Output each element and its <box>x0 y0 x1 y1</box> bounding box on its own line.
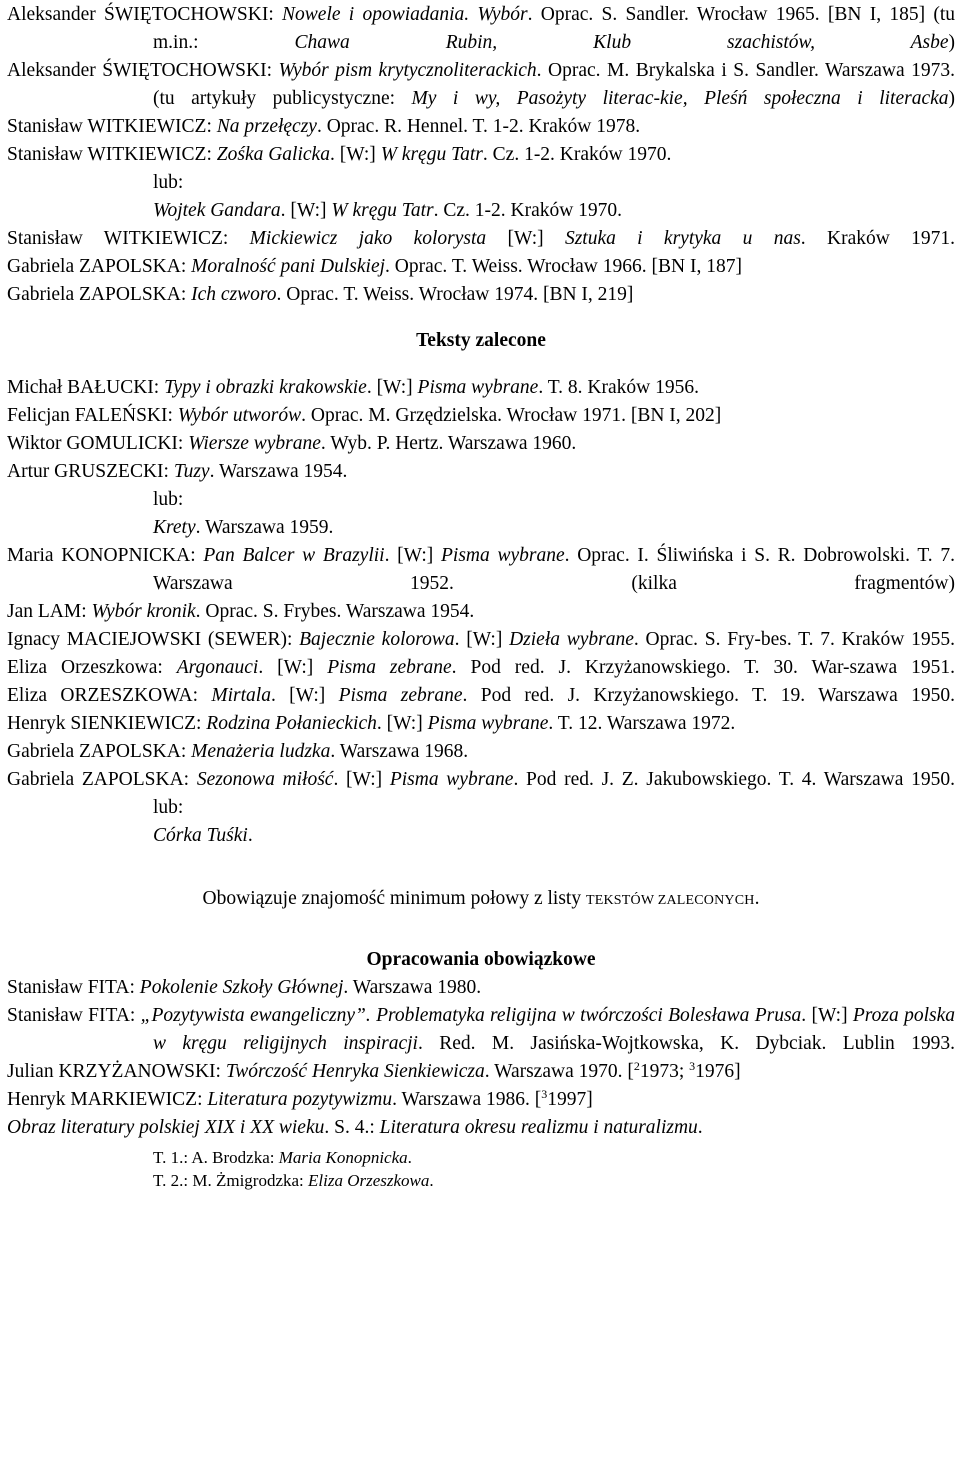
heading-teksty-zalecone: Teksty zalecone <box>416 330 546 351</box>
entry-text: . Oprac. R. Hennel. T. 1-2. Kraków 1978. <box>316 116 641 137</box>
title-italic: Zośka Galicka <box>216 144 330 165</box>
title-italic: Wiersze wybrane <box>188 433 321 454</box>
entry-text: . Kraków 1971. <box>800 228 956 249</box>
bib-entry <box>7 113 955 141</box>
bib-entry-alternative <box>7 197 955 225</box>
entry-text: Jan LAM: <box>7 601 92 622</box>
required-texts-list <box>7 1 955 309</box>
bib-entry-alternative <box>7 822 955 850</box>
bib-entry <box>7 710 955 738</box>
title-italic: Nowele i opowiadania. Wybór <box>282 4 528 25</box>
bib-entry <box>7 682 955 710</box>
note-smallcaps: TEKSTÓW ZALECONYCH <box>585 893 755 908</box>
bib-entry <box>7 1 955 57</box>
entry-text: . Pod red. J. Krzyżanowskiego. T. 30. War-szawa 1951. <box>451 657 956 678</box>
title-italic: Obraz literatury polskiej XIX i XX wieku <box>7 1117 325 1138</box>
bib-entry <box>7 57 955 113</box>
title-italic: Typy i obrazki krakowskie <box>164 377 367 398</box>
reading-requirement-note <box>7 885 955 915</box>
bib-subentry <box>7 1169 955 1192</box>
bib-entry <box>7 402 955 430</box>
studies-subitems-list <box>7 1146 955 1192</box>
title-italic: W kręgu Tatr <box>331 200 434 221</box>
bib-entry <box>7 1002 955 1058</box>
title-italic: Wybór utworów <box>177 405 302 426</box>
title-italic: Literatura okresu realizmu i naturalizmu <box>379 1117 698 1138</box>
entry-text: Aleksander ŚWIĘTOCHOWSKI: <box>7 60 279 81</box>
entry-text: . Warszawa 1954. <box>209 461 348 482</box>
entry-text: . Oprac. M. Grzędzielska. Wrocław 1971. [BN I, 202] <box>301 405 722 426</box>
entry-text: Julian KRZYŻANOWSKI: <box>7 1061 226 1082</box>
entry-text: Stanisław FITA: <box>7 977 140 998</box>
entry-text: lub: <box>153 797 184 818</box>
entry-text: T. 2.: M. Żmigrodzka: <box>153 1171 309 1190</box>
bib-entry <box>7 141 955 169</box>
entry-text: Stanisław WITKIEWICZ: <box>7 144 217 165</box>
title-italic: Córka Tuśki <box>153 825 248 846</box>
entry-text: lub: <box>153 172 184 193</box>
entry-text: . Oprac. S. Frybes. Warszawa 1954. <box>195 601 475 622</box>
title-italic: Menażeria ludzka <box>191 741 331 762</box>
bib-entry <box>7 654 955 682</box>
title-italic: Proza polska w kręgu religijnych inspiracji <box>153 1005 955 1054</box>
title-italic: Literatura pozytywizmu <box>207 1089 393 1110</box>
entry-text: . [W:] <box>270 685 339 706</box>
document-page <box>7 1 955 1192</box>
entry-text: lub: <box>153 489 184 510</box>
alternative-label <box>7 794 955 822</box>
entry-text: Felicjan FALEŃSKI: <box>7 405 178 426</box>
title-italic: Tuzy <box>173 461 210 482</box>
heading-opracowania-obowiazkowe: Opracowania obowiązkowe <box>366 949 596 970</box>
entry-text: . Warszawa 1959. <box>195 517 334 538</box>
entry-text: ) <box>948 32 955 53</box>
entry-text: Stanisław WITKIEWICZ: <box>7 228 250 249</box>
entry-text: . Oprac. I. Śliwińska i S. R. Dobrowolski. T. 7. Warszawa 1952. (kilka fragmentów) <box>153 545 955 594</box>
bib-entry <box>7 542 955 598</box>
entry-text: . Warszawa 1980. <box>343 977 482 998</box>
bib-entry <box>7 253 955 281</box>
entry-text: Stanisław FITA: <box>7 1005 141 1026</box>
bib-entry <box>7 1058 955 1086</box>
title-italic: W kręgu Tatr <box>380 144 483 165</box>
entry-text: . Warszawa 1970. [ <box>484 1061 634 1082</box>
entry-text: . Oprac. S. Sandler. Wrocław 1965. [BN I, 185] (tu m.in.: <box>153 4 955 53</box>
entry-text: . [W:] <box>454 629 510 650</box>
entry-text: . T. 12. Warszawa 1972. <box>548 713 736 734</box>
required-studies-list <box>7 974 955 1142</box>
entry-text: . Wyb. P. Hertz. Warszawa 1960. <box>320 433 577 454</box>
title-italic: Pisma wybrane <box>389 769 514 790</box>
entry-text: . <box>247 825 253 846</box>
title-italic: Krety <box>153 517 196 538</box>
entry-text: . [W:] <box>801 1005 853 1026</box>
bib-entry <box>7 430 955 458</box>
edition-superscript: 2 <box>633 1059 640 1073</box>
entry-text: T. 1.: A. Brodzka: <box>153 1148 279 1167</box>
title-italic: Eliza Orzeszkowa <box>308 1171 430 1190</box>
title-italic: Pisma zebrane <box>327 657 452 678</box>
title-italic: Twórczość Henryka Sienkiewicza <box>225 1061 485 1082</box>
title-italic: Pokolenie Szkoły Głównej <box>139 977 344 998</box>
title-italic: Pan Balcer w Brazylii <box>203 545 385 566</box>
bib-entry-alternative <box>7 514 955 542</box>
title-italic: „Pozytywista ewangeliczny”. Problematyka religijna w twórczości Bolesława Prusa <box>140 1005 802 1026</box>
title-italic: Moralność pani Dulskiej <box>191 256 386 277</box>
title-italic: Argonauci <box>176 657 259 678</box>
entry-text: Gabriela ZAPOLSKA: <box>7 769 197 790</box>
edition-superscript: 3 <box>689 1059 696 1073</box>
title-italic: Pisma zebrane <box>338 685 463 706</box>
entry-text: Ignacy MACIEJOWSKI (SEWER): <box>7 629 300 650</box>
entry-text: . Pod red. J. Z. Jakubowskiego. T. 4. Warszawa 1950. <box>513 769 955 790</box>
entry-text: . [W:] <box>384 545 441 566</box>
entry-text: . Warszawa 1986. [ <box>392 1089 542 1110</box>
title-italic: Sezonowa miłość <box>196 769 334 790</box>
bib-entry <box>7 766 955 794</box>
entry-text: . [W:] <box>329 144 381 165</box>
title-italic: My i wy, Pasożyty literac-kie, Pleśń społeczna i literacka <box>411 88 949 109</box>
title-italic: Pisma wybrane <box>440 545 565 566</box>
bib-subentry <box>7 1146 955 1169</box>
entry-text: . Warszawa 1968. <box>330 741 469 762</box>
entry-text: . [W:] <box>376 713 428 734</box>
title-italic: Maria Konopnicka <box>278 1148 408 1167</box>
title-italic: Pisma wybrane <box>427 713 549 734</box>
entry-text: . T. 8. Kraków 1956. <box>538 377 699 398</box>
entry-text: Gabriela ZAPOLSKA: <box>7 741 192 762</box>
entry-text: Henryk MARKIEWICZ: <box>7 1089 208 1110</box>
title-italic: Wojtek Gandara <box>153 200 281 221</box>
entry-text: . <box>697 1117 703 1138</box>
title-italic: Bajecznie kolorowa <box>299 629 455 650</box>
title-italic: Mickiewicz jako kolorysta <box>249 228 487 249</box>
edition-superscript: 3 <box>541 1087 548 1101</box>
title-italic: Rodzina Połanieckich <box>206 713 377 734</box>
entry-text: . [W:] <box>258 657 328 678</box>
entry-text: Gabriela ZAPOLSKA: <box>7 256 192 277</box>
entry-text: . Pod red. J. Krzyżanowskiego. T. 19. Warszawa 1950. <box>462 685 955 706</box>
entry-text: . [W:] <box>280 200 332 221</box>
bib-entry <box>7 374 955 402</box>
entry-text: . Oprac. M. Brykalska i S. Sandler. Warszawa 1973. (tu artykuły publicystyczne: <box>153 60 955 109</box>
entry-text: [W:] <box>486 228 565 249</box>
bib-entry <box>7 738 955 766</box>
entry-text: Henryk SIENKIEWICZ: <box>7 713 207 734</box>
entry-text: . [W:] <box>333 769 390 790</box>
entry-text: . [W:] <box>366 377 418 398</box>
entry-text: Maria KONOPNICKA: <box>7 545 204 566</box>
bib-entry <box>7 598 955 626</box>
entry-text: . <box>429 1171 434 1190</box>
entry-text: 1997] <box>547 1089 593 1110</box>
entry-text: Gabriela ZAPOLSKA: <box>7 284 192 305</box>
bib-entry <box>7 458 955 486</box>
entry-text: Wiktor GOMULICKI: <box>7 433 189 454</box>
entry-text: Aleksander ŚWIĘTOCHOWSKI: <box>7 4 283 25</box>
title-italic: Wybór pism krytycznoliterackich <box>278 60 537 81</box>
alternative-label <box>7 169 955 197</box>
title-italic: Na przełęczy <box>216 116 317 137</box>
title-italic: Sztuka i krytyka u nas <box>564 228 801 249</box>
bib-entry <box>7 1086 955 1114</box>
entry-text: 1976] <box>695 1061 741 1082</box>
title-italic: Pisma wybrane <box>417 377 539 398</box>
title-italic: Mirtala <box>211 685 271 706</box>
entry-text: . Red. M. Jasińska-Wojtkowska, K. Dybciak. Lublin 1993. <box>417 1033 955 1054</box>
bib-entry <box>7 1114 955 1142</box>
bib-entry <box>7 626 955 654</box>
entry-text: Eliza ORZESZKOWA: <box>7 685 212 706</box>
bib-entry <box>7 974 955 1002</box>
entry-text: Stanisław WITKIEWICZ: <box>7 116 217 137</box>
entry-text: 1973; <box>639 1061 690 1082</box>
entry-text: . Oprac. T. Weiss. Wrocław 1966. [BN I, 187] <box>385 256 742 277</box>
entry-text: . Oprac. S. Fry-bes. T. 7. Kraków 1955. <box>633 629 956 650</box>
entry-text: Michał BAŁUCKI: <box>7 377 165 398</box>
entry-text: . Oprac. T. Weiss. Wrocław 1974. [BN I, 219] <box>276 284 634 305</box>
alternative-label <box>7 486 955 514</box>
entry-text: . <box>407 1148 412 1167</box>
title-italic: Chawa Rubin, Klub szachistów, Asbe <box>294 32 949 53</box>
entry-text: . Cz. 1-2. Kraków 1970. <box>482 144 672 165</box>
entry-text: Eliza Orzeszkowa: <box>7 657 177 678</box>
title-italic: Dzieła wybrane <box>509 629 634 650</box>
title-italic: Wybór kronik <box>91 601 196 622</box>
bib-entry <box>7 281 955 309</box>
entry-text: Artur GRUSZECKI: <box>7 461 174 482</box>
entry-text: . S. 4.: <box>324 1117 380 1138</box>
bib-entry <box>7 225 955 253</box>
note-end: . <box>754 888 760 909</box>
entry-text: ) <box>948 88 956 109</box>
recommended-texts-list <box>7 374 955 850</box>
entry-text: . Cz. 1-2. Kraków 1970. <box>433 200 623 221</box>
note-text: Obowiązuje znajomość minimum połowy z listy <box>202 888 586 909</box>
title-italic: Ich czworo <box>191 284 277 305</box>
